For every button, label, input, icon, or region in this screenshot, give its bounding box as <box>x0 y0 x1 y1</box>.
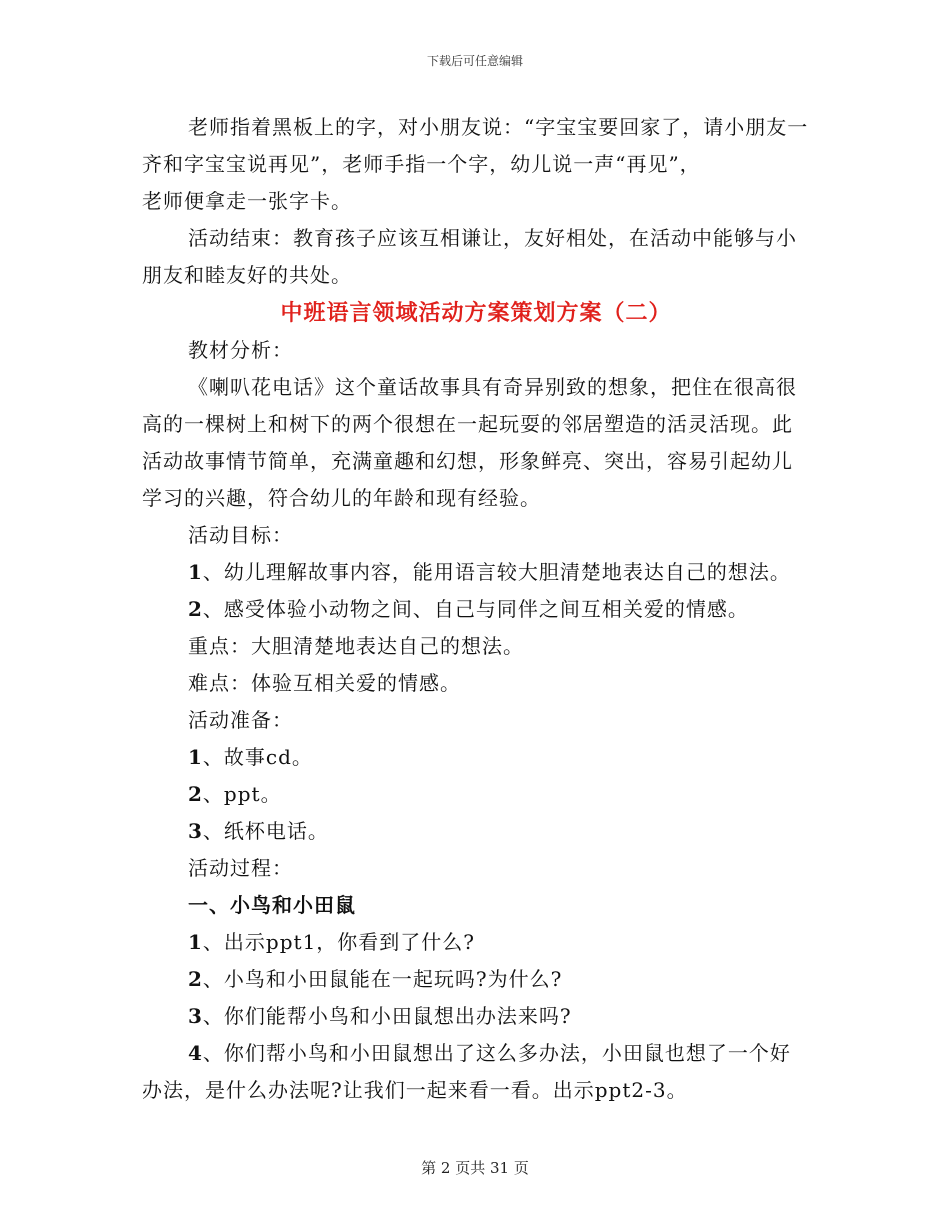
document-body <box>142 109 810 1109</box>
paragraph: 教材分析： <box>188 338 293 362</box>
paragraph: 《喇叭花电话》这个童话故事具有奇异别致的想象，把住在很高很高的一棵树上和树下的两个很想在一起玩耍的邻居塑造的活灵活现。此活动故事情节简单，充满童趣和幻想，形象鲜亮、突出，容易引起幼儿学习的兴趣，符合幼儿的年龄和现有经验。 <box>142 375 797 510</box>
subsection-heading: 一、小鸟和小田鼠 <box>188 893 356 917</box>
list-item: 2、感受体验小动物之间、自己与同伴之间互相关爱的情感。 <box>188 597 749 621</box>
list-item: 4、你们帮小鸟和小田鼠想出了这么多办法，小田鼠也想了一个好办法，是什么办法呢?让我们一起来看一看。出示ppt2-3。 <box>142 1041 791 1102</box>
paragraph: 活动准备： <box>188 708 293 732</box>
paragraph: 活动目标： <box>188 523 293 547</box>
paragraph: 难点：体验互相关爱的情感。 <box>188 671 461 695</box>
page-footer: 第 2 页共 31 页 <box>421 1159 529 1177</box>
paragraph: 活动结束：教育孩子应该互相谦让，友好相处，在活动中能够与小朋友和睦友好的共处。 <box>142 226 797 287</box>
paragraph: 重点：大胆清楚地表达自己的想法。 <box>188 634 524 658</box>
list-item: 3、纸杯电话。 <box>188 819 329 843</box>
paragraph: 老师便拿走一张字卡。 <box>142 189 352 213</box>
section-title: 中班语言领域活动方案策划方案（二） <box>280 300 672 326</box>
paragraph: 活动过程： <box>188 856 293 880</box>
page-header: 下载后可任意编辑 <box>426 54 523 68</box>
list-item: 3、你们能帮小鸟和小田鼠想出办法来吗? <box>188 1004 572 1028</box>
list-item: 2、ppt。 <box>188 782 282 806</box>
list-item: 2、小鸟和小田鼠能在一起玩吗?为什么? <box>188 967 563 991</box>
list-item: 1、出示ppt1，你看到了什么? <box>188 930 476 954</box>
paragraph: 老师指着黑板上的字，对小朋友说：“字宝宝要回家了，请小朋友一齐和字宝宝说再见”，老师手指一个字，幼儿说一声“再见”， <box>142 115 809 176</box>
list-item: 1、故事cd。 <box>188 745 313 769</box>
list-item: 1、幼儿理解故事内容，能用语言较大胆清楚地表达自己的想法。 <box>188 560 791 584</box>
